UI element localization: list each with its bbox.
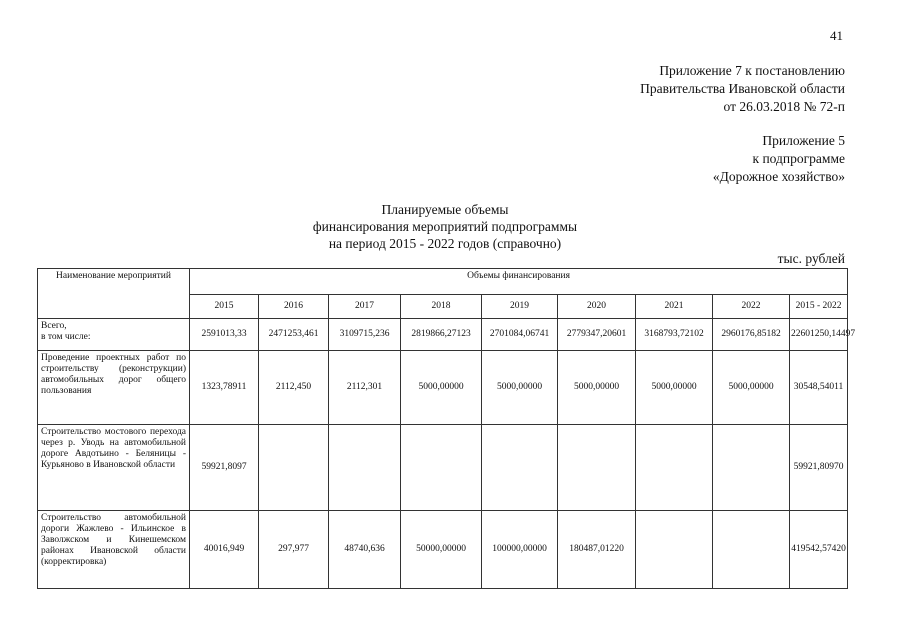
value-cell: 297,977: [259, 511, 329, 589]
year-header: 2017: [329, 295, 401, 319]
value-cell: 2960176,85182: [713, 319, 790, 351]
value-cell: 40016,949: [190, 511, 259, 589]
value-cell: 3109715,236: [329, 319, 401, 351]
total-cell: 419542,57420: [790, 511, 848, 589]
title-line-3: на период 2015 - 2022 годов (справочно): [328, 236, 562, 251]
row-name: Проведение проектных работ по строительству (реконструкции) автомобильных дорог общего пользования: [38, 351, 190, 425]
total-cell: 22601250,14497: [790, 319, 848, 351]
year-header: 2021: [636, 295, 713, 319]
year-header: 2016: [259, 295, 329, 319]
row-name: Строительство мостового перехода через р. Уводь на автомобильной дороге Авдотьино - Беляницы - Курьяново в Ивановской области: [38, 425, 190, 511]
year-header: 2020: [558, 295, 636, 319]
value-cell: 100000,00000: [482, 511, 558, 589]
value-cell: 1323,78911: [190, 351, 259, 425]
value-cell: 5000,00000: [713, 351, 790, 425]
annex-line-2: к подпрограмме: [752, 151, 845, 166]
document-title: [250, 201, 640, 252]
table-row: [38, 511, 848, 589]
value-cell: 50000,00000: [401, 511, 482, 589]
table-row-total: [38, 319, 848, 351]
value-cell: [713, 425, 790, 511]
approval-block: [640, 62, 845, 116]
financing-table: [37, 268, 856, 589]
group-header: Объемы финансирования: [190, 269, 848, 295]
value-cell: 180487,01220: [558, 511, 636, 589]
year-header: 2022: [713, 295, 790, 319]
value-cell: 3168793,72102: [636, 319, 713, 351]
units-label: тыс. рублей: [777, 251, 845, 266]
value-cell: [482, 425, 558, 511]
col-name-header: Наименование мероприятий: [38, 269, 190, 319]
value-cell: 48740,636: [329, 511, 401, 589]
approval-line-2: Правительства Ивановской области: [640, 81, 845, 96]
table-row: [38, 425, 848, 511]
title-line-2: финансирования мероприятий подпрограммы: [312, 219, 578, 234]
value-cell: 2112,301: [329, 351, 401, 425]
value-cell: [558, 425, 636, 511]
page-number: 41: [830, 28, 843, 43]
annex-block: [713, 132, 845, 186]
value-cell: 5000,00000: [482, 351, 558, 425]
value-cell: 2471253,461: [259, 319, 329, 351]
annex-line-3: «Дорожное хозяйство»: [712, 169, 845, 184]
approval-line-1: Приложение 7 к постановлению: [659, 63, 845, 78]
value-cell: [636, 425, 713, 511]
table-row: [38, 351, 848, 425]
row-name: Строительство автомобильной дороги Жажлево - Ильинское в Заволжском и Кинешемском районах Ивановской области (корректировка): [38, 511, 190, 589]
row-name: Всего, в том числе:: [38, 319, 190, 351]
approval-line-3: от 26.03.2018 № 72-п: [723, 99, 845, 114]
annex-line-1: Приложение 5: [762, 133, 845, 148]
total-cell: 59921,80970: [790, 425, 848, 511]
year-header: 2015: [190, 295, 259, 319]
title-line-1: Планируемые объемы: [381, 202, 509, 217]
value-cell: 59921,8097: [190, 425, 259, 511]
value-cell: 2112,450: [259, 351, 329, 425]
header-row: [38, 269, 848, 295]
value-cell: 2591013,33: [190, 319, 259, 351]
value-cell: [259, 425, 329, 511]
value-cell: [329, 425, 401, 511]
value-cell: [636, 511, 713, 589]
value-cell: 5000,00000: [636, 351, 713, 425]
year-header: 2019: [482, 295, 558, 319]
value-cell: 5000,00000: [401, 351, 482, 425]
value-cell: 2701084,06741: [482, 319, 558, 351]
value-cell: 5000,00000: [558, 351, 636, 425]
total-cell: 30548,54011: [790, 351, 848, 425]
year-header: 2018: [401, 295, 482, 319]
value-cell: 2819866,27123: [401, 319, 482, 351]
value-cell: [401, 425, 482, 511]
value-cell: 2779347,20601: [558, 319, 636, 351]
total-period-header: 2015 - 2022: [790, 295, 848, 319]
value-cell: [713, 511, 790, 589]
